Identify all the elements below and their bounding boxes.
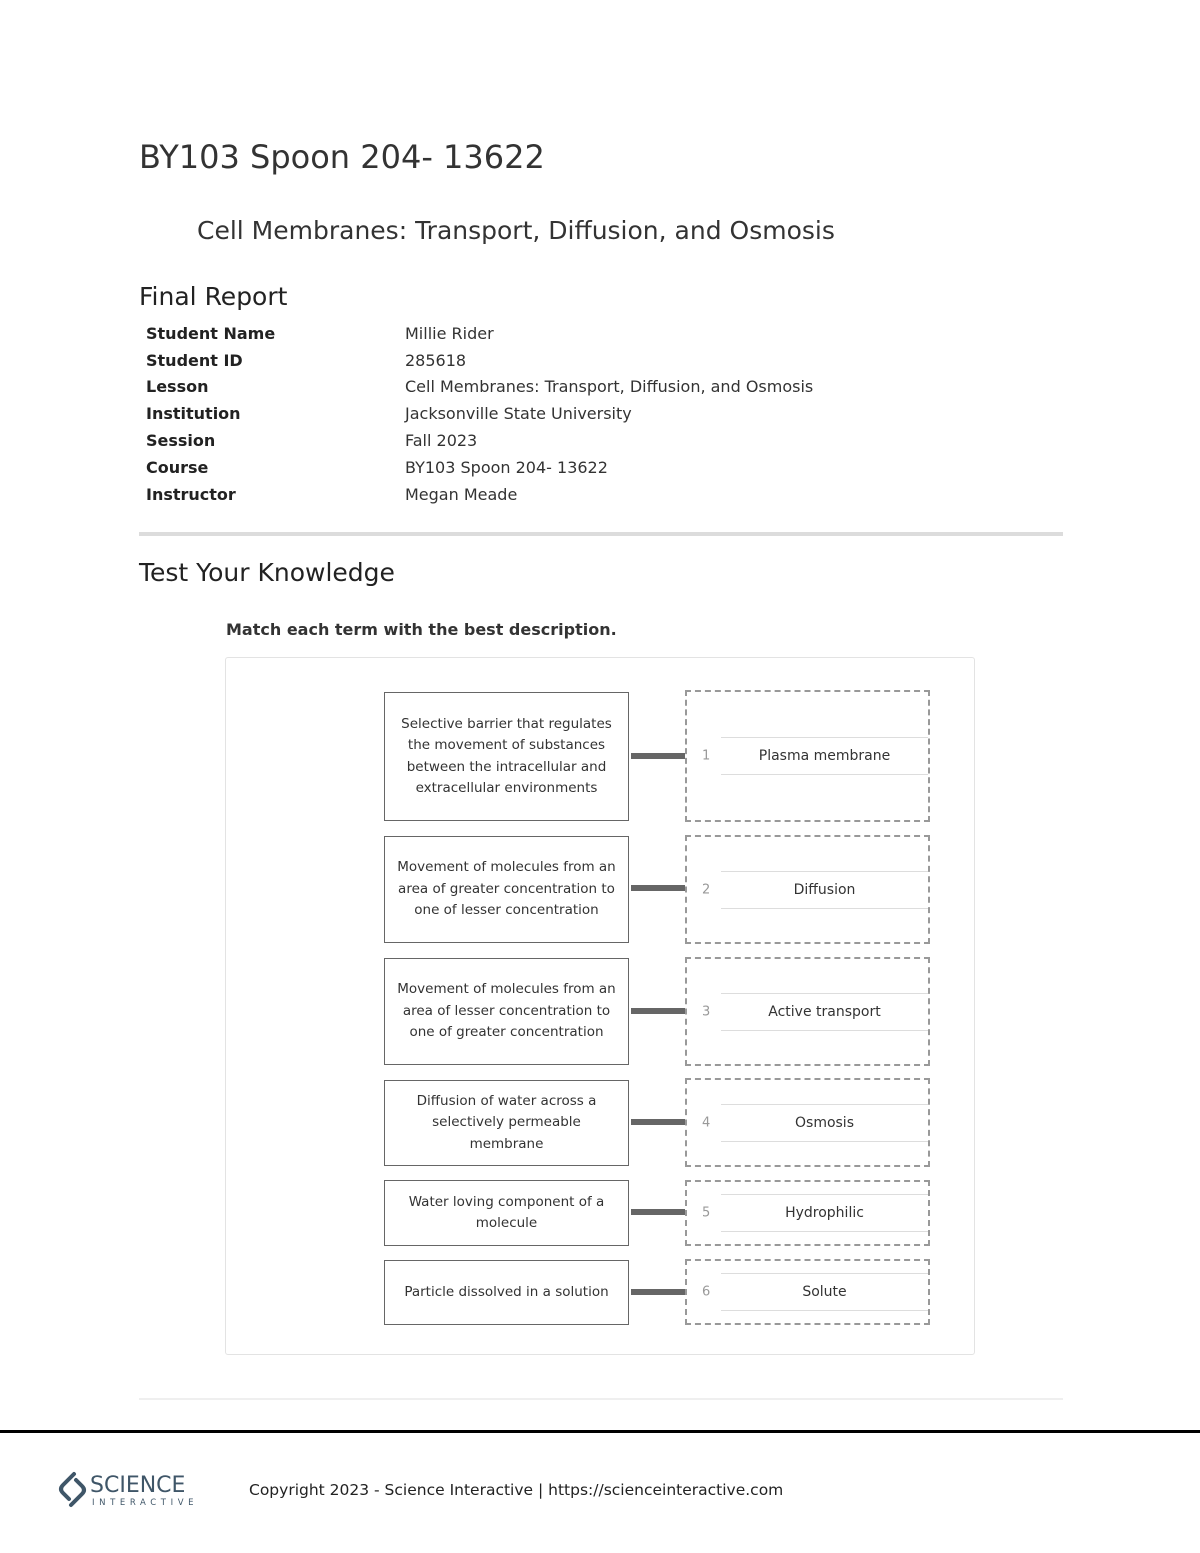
info-label: Instructor: [146, 484, 236, 504]
logo-text: SCIENCE: [90, 1473, 186, 1498]
info-value: Fall 2023: [405, 431, 478, 451]
info-row: [146, 454, 1046, 481]
student-info-table: [146, 320, 1046, 508]
test-your-knowledge-heading: Test Your Knowledge: [139, 558, 395, 587]
term-label: Active transport: [721, 993, 928, 1031]
info-label: Session: [146, 431, 216, 451]
term-drop-zone[interactable]: [685, 957, 930, 1066]
description-box: Movement of molecules from an area of lesser concentration to one of greater concentration: [384, 958, 629, 1065]
info-label: Institution: [146, 404, 241, 424]
term-number: 4: [702, 1115, 711, 1130]
term-number: 3: [702, 1004, 711, 1019]
term-number: 2: [702, 882, 711, 897]
term-drop-zone[interactable]: [685, 690, 930, 822]
term-number: 6: [702, 1284, 711, 1300]
info-value: BY103 Spoon 204- 13622: [405, 457, 608, 477]
term-number: 5: [702, 1205, 711, 1221]
logo-subtext: INTERACTIVE: [92, 1498, 199, 1508]
term-number: 1: [702, 748, 711, 764]
term-drop-zone[interactable]: [685, 1180, 930, 1246]
description-box: Movement of molecules from an area of greater concentration to one of lesser concentration: [384, 836, 629, 943]
footer-rule: [0, 1430, 1200, 1433]
term-drop-zone[interactable]: [685, 835, 930, 944]
info-value: Jacksonville State University: [405, 404, 632, 424]
match-connector: [631, 1289, 685, 1295]
description-box: Water loving component of a molecule: [384, 1180, 629, 1246]
info-value: 285618: [405, 350, 467, 370]
info-label: Student ID: [146, 350, 243, 370]
term-label: Solute: [721, 1273, 928, 1311]
term-drop-zone[interactable]: [685, 1078, 930, 1167]
info-row: [146, 481, 1046, 508]
instruction-text: Match each term with the best description.: [226, 620, 617, 639]
match-connector: [631, 753, 685, 759]
info-label: Course: [146, 457, 209, 477]
info-row: [146, 400, 1046, 427]
match-connector: [631, 1008, 685, 1014]
match-connector: [631, 1209, 685, 1215]
info-value: Megan Meade: [405, 484, 518, 504]
bottom-divider: [139, 1398, 1063, 1400]
logo-mark-icon: [61, 1474, 84, 1505]
science-interactive-logo: [58, 1470, 218, 1514]
term-label: Osmosis: [721, 1104, 928, 1142]
info-label: Student Name: [146, 323, 276, 343]
info-row: [146, 320, 1046, 347]
match-connector: [631, 885, 685, 891]
description-box: Diffusion of water across a selectively permeable membrane: [384, 1080, 629, 1166]
match-connector: [631, 1119, 685, 1125]
description-box: Selective barrier that regulates the movement of substances between the intracellular and extracellular environments: [384, 692, 629, 821]
term-drop-zone[interactable]: [685, 1259, 930, 1325]
report-title: Final Report: [139, 282, 288, 311]
copyright-text: Copyright 2023 - Science Interactive | https://scienceinteractive.com: [249, 1481, 784, 1499]
info-row: [146, 427, 1046, 454]
info-row: [146, 374, 1046, 401]
term-label: Plasma membrane: [721, 737, 928, 775]
info-value: Millie Rider: [405, 323, 494, 343]
term-label: Hydrophilic: [721, 1194, 928, 1232]
term-label: Diffusion: [721, 871, 928, 909]
course-title: BY103 Spoon 204- 13622: [139, 138, 545, 176]
info-value: Cell Membranes: Transport, Diffusion, and Osmosis: [405, 377, 814, 397]
lesson-title: Cell Membranes: Transport, Diffusion, and Osmosis: [197, 216, 835, 245]
info-label: Lesson: [146, 377, 209, 397]
section-divider: [139, 532, 1063, 536]
description-box: Particle dissolved in a solution: [384, 1260, 629, 1325]
info-row: [146, 347, 1046, 374]
